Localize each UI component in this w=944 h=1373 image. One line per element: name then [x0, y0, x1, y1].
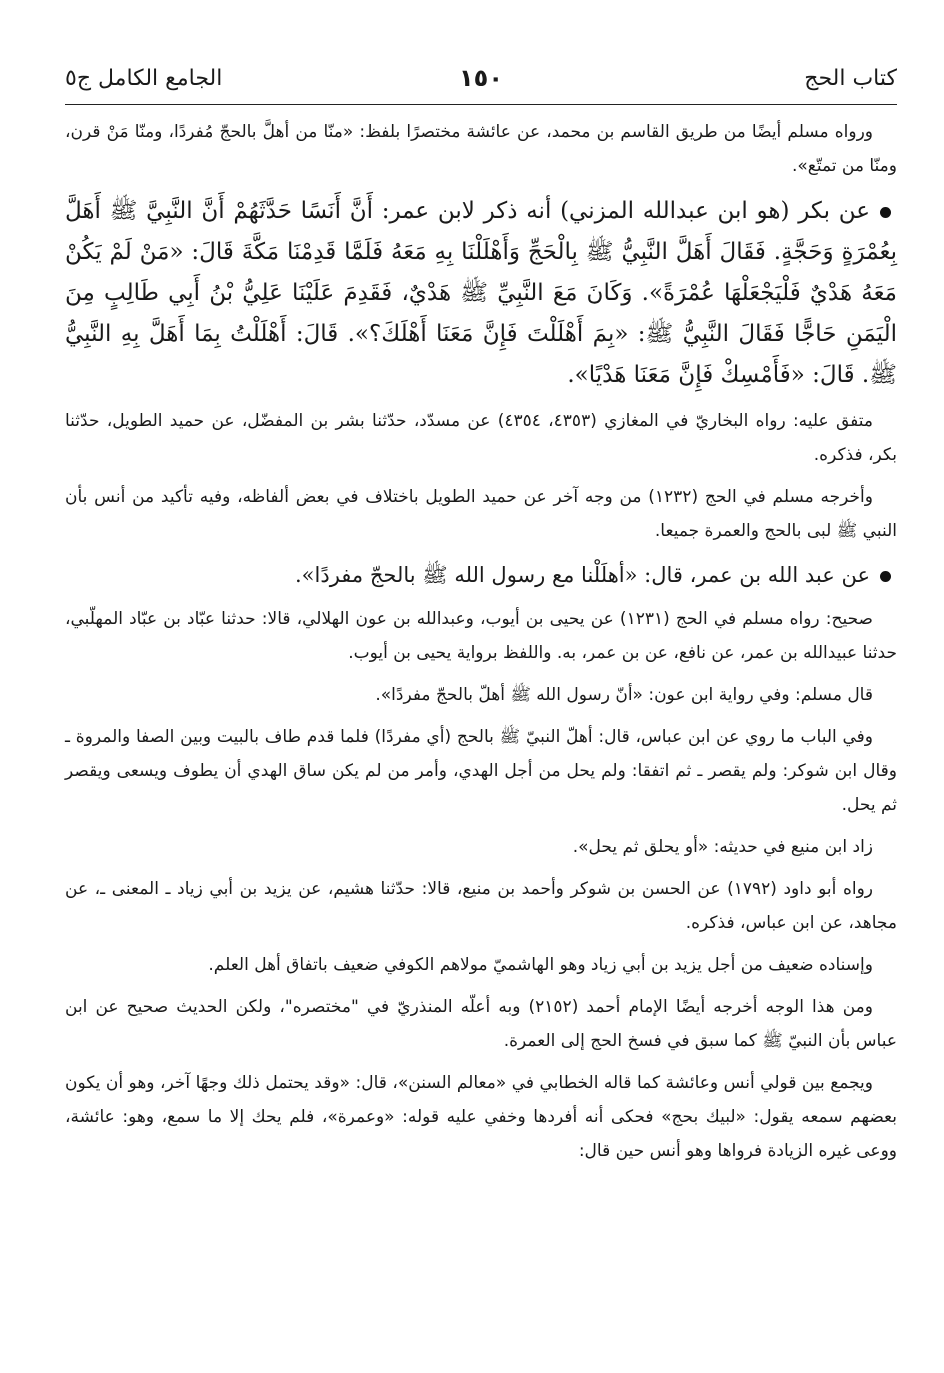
hadith-bakr-anas [65, 191, 897, 396]
hadith-text: عن بكر (هو ابن عبدالله المزني) أنه ذكر لابن عمر: أَنَّ أَنَسًا حَدَّثَهُمْ أَنَّ النَّبِيَّ ﷺ أَهَلَّ بِعُمْرَةٍ وَحَجَّةٍ. فَقَالَ أَهَلَّ النَّبِيُّ ﷺ بِالْحَجِّ وَأَهْلَلْنَا بِهِ مَعَهُ فَلَمَّا قَدِمْنَا مَكَّةَ قَالَ: «مَنْ لَمْ يَكُنْ مَعَهُ هَدْيٌ فَلْيَجْعَلْهَا عُمْرَةً». وَكَانَ مَعَ النَّبِيِّ ﷺ هَدْيٌ، فَقَدِمَ عَلَيْنَا عَلِيُّ بْنُ أَبِي طَالِبٍ مِنَ الْيَمَنِ حَاجًّا فَقَالَ النَّبِيُّ ﷺ: «بِمَ أَهْلَلْتَ فَإِنَّ مَعَنَا أَهْلَكَ؟». قَالَ: أَهْلَلْتُ بِمَا أَهَلَّ بِهِ النَّبِيُّ ﷺ. قَالَ: «فَأَمْسِكْ فَإِنَّ مَعَنَا هَدْيًا». [65, 198, 897, 388]
hadith-text: عن عبد الله بن عمر، قال: «أهلَلْنا مع رسول الله ﷺ بالحجّ مفردًا». [295, 563, 870, 587]
paragraph-ibn-abbas: وفي الباب ما روي عن ابن عباس، قال: أهلّ النبيّ ﷺ بالحج (أي مفردًا) فلما قدم طاف بالبيت وبين الصفا والمروة ـ وقال ابن شوكر: ولم يقصر ـ ثم اتفقا: ولم يحل من أجل الهدي، وأمر من لم يكن ساق الهدي أن يطوف ويسعى ويقصر ثم يحل. [65, 727, 897, 815]
hadith-ibn-umar [65, 556, 897, 594]
paragraph-muslim-qasim: ورواه مسلم أيضًا من طريق القاسم بن محمد، عن عائشة مختصرًا بلفظ: «منّا من أهلَّ بالحجّ مُفردًا، ومنّا مَنْ قرن، ومنّا من تمتّع». [65, 122, 897, 176]
paragraph-ibn-mani: زاد ابن منيع في حديثه: «أو يحلق ثم يحل». [572, 837, 873, 857]
paragraph-muslim-humaid: وأخرجه مسلم في الحج (١٢٣٢) من وجه آخر عن حميد الطويل باختلاف في بعض ألفاظه، وفيه تأكيد من أنس بأن النبي ﷺ لبى بالحج والعمرة جميعا. [65, 487, 897, 541]
paragraph-sahih-muslim: صحيح: رواه مسلم في الحج (١٢٣١) عن يحيى بن أيوب، وعبدالله بن عون الهلالي، قالا: حدثنا عبّاد بن عبّاد المهلّبي، حدثنا عبيدالله بن عمر، عن نافع، عن بن عمر، به. واللفظ برواية يحيى بن أيوب. [65, 609, 897, 663]
paragraph-isnad-daif: وإسناده ضعيف من أجل يزيد بن أبي زياد وهو الهاشميّ مولاهم الكوفي ضعيف باتفاق أهل العلم. [208, 955, 873, 975]
chapter-title: كتاب الحج [804, 66, 897, 91]
page-number: ١٥٠ [459, 64, 503, 92]
book-page [65, 60, 897, 1176]
paragraph-ibn-awn: قال مسلم: وفي رواية ابن عون: «أنّ رسول الله ﷺ أهلّ بالحجّ مفردًا». [375, 685, 873, 705]
paragraph-ahmad: ومن هذا الوجه أخرجه أيضًا الإمام أحمد (٢١٥٢) وبه أعلّه المنذريّ في "مختصره"، ولكن الحديث صحيح عن ابن عباس بأن النبيّ ﷺ كما سبق في فسخ الحج إلى العمرة. [65, 997, 897, 1051]
paragraph-khattabi: ويجمع بين قولي أنس وعائشة كما قاله الخطابي في «معالم السنن»، قال: «وقد يحتمل ذلك وجهًا آخر، وهو أن يكون بعضهم سمعه يقول: «لبيك بحج» فحكى أنه أفردها وخفي عليه قوله: «وعمرة»، فلم يحك إلا ما سمع، وهو: عائشة، ووعى غيره الزيادة فرواها وهو أنس حين قال: [65, 1073, 897, 1161]
paragraph-agreed-bukhari: متفق عليه: رواه البخاريّ في المغازي (٤٣٥٣، ٤٣٥٤) عن مسدّد، حدّثنا بشر بن المفضّل، عن حميد الطويل، حدّثنا بكر، فذكره. [65, 411, 897, 465]
page-header [65, 60, 897, 104]
paragraph-abu-dawud: رواه أبو داود (١٧٩٢) عن الحسن بن شوكر وأحمد بن منيع، قالا: حدّثنا هشيم، عن يزيد بن أبي زياد ـ المعنى ـ، عن مجاهد، عن ابن عباس، فذكره. [65, 879, 897, 933]
book-title: الجامع الكامل ج٥ [65, 66, 223, 91]
bullet-icon [880, 207, 891, 218]
header-divider [65, 104, 897, 105]
bullet-icon [880, 571, 891, 582]
